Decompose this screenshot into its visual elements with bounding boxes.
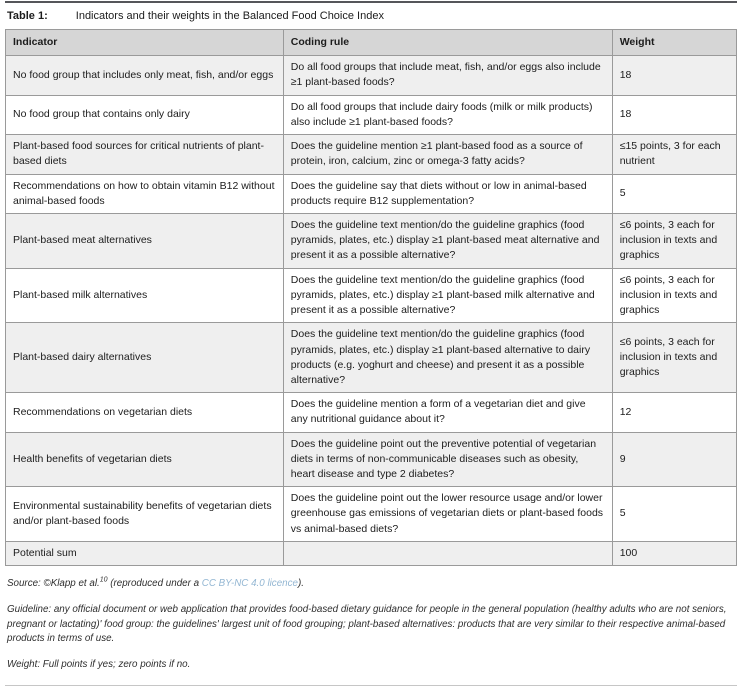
table-header — [6, 30, 737, 56]
cell-weight: ≤6 points, 3 each for inclusion in texts and graphics — [612, 268, 736, 323]
weight-note: Weight: Full points if yes; zero points if no. — [7, 658, 191, 670]
table-header-row — [6, 30, 737, 56]
footnotes — [5, 577, 737, 672]
bottom-rule — [5, 685, 737, 686]
cell-weight: 18 — [612, 56, 736, 95]
cell-indicator: Recommendations on how to obtain vitamin B12 without animal-based foods — [6, 174, 284, 213]
cell-weight: 12 — [612, 393, 736, 432]
cell-indicator: Plant-based food sources for critical nutrients of plant-based diets — [6, 135, 284, 174]
cell-weight: 5 — [612, 487, 736, 542]
cell-coding-rule: Does the guideline mention a form of a vegetarian diet and give any nutritional guidance about it? — [283, 393, 612, 432]
header-indicator: Indicator — [6, 30, 284, 56]
table-body — [6, 56, 737, 566]
cell-indicator: Plant-based dairy alternatives — [6, 323, 284, 393]
table-row — [6, 56, 737, 95]
table-row — [6, 213, 737, 268]
cell-coding-rule: Does the guideline text mention/do the guideline graphics (food pyramids, plates, etc.) display ≥1 plant-based milk alternative and present it as a possible alternative? — [283, 268, 612, 323]
guideline-note: Guideline: any official document or web application that provides food-based dietary guidance for people in the general population (healthy adults who are not seniors, pregnant or lactating)' food group: the guidelines' largest unit of food grouping; plant-based alternatives: products that are very similar to their respective animal-based products in terms of use. — [7, 603, 727, 645]
cell-coding-rule — [283, 541, 612, 565]
table-caption-label: Table 1: — [7, 10, 48, 22]
cell-indicator: Potential sum — [6, 541, 284, 565]
cell-coding-rule: Does the guideline point out the lower resource usage and/or lower greenhouse gas emissions of vegetarian diets or plant-based foods vs animal-based diets? — [283, 487, 612, 542]
cell-indicator: No food group that contains only dairy — [6, 95, 284, 134]
cell-weight: ≤6 points, 3 each for inclusion in texts and graphics — [612, 323, 736, 393]
cell-weight: 100 — [612, 541, 736, 565]
cell-indicator: No food group that includes only meat, fish, and/or eggs — [6, 56, 284, 95]
table-row — [6, 432, 737, 487]
cell-indicator: Plant-based milk alternatives — [6, 268, 284, 323]
table-caption — [5, 3, 737, 29]
cell-weight: 18 — [612, 95, 736, 134]
table-row — [6, 174, 737, 213]
source-note-text-3: ). — [297, 578, 304, 590]
cell-coding-rule: Does the guideline point out the preventive potential of vegetarian diets in terms of non-communicable diseases such as obesity, heart disease and type 2 diabetes? — [283, 432, 612, 487]
source-reference-superscript: 10 — [99, 576, 108, 584]
table-row — [6, 268, 737, 323]
table-row — [6, 135, 737, 174]
source-note — [7, 577, 735, 592]
cell-weight: 5 — [612, 174, 736, 213]
cell-weight: ≤6 points, 3 each for inclusion in texts and graphics — [612, 213, 736, 268]
table-row — [6, 487, 737, 542]
cell-coding-rule: Does the guideline say that diets without or low in animal-based products require B12 supplementation? — [283, 174, 612, 213]
cell-coding-rule: Does the guideline text mention/do the guideline graphics (food pyramids, plates, etc.) display ≥1 plant-based alternative to dairy products (e.g. yoghurt and cheese) and present it as a possible alternative? — [283, 323, 612, 393]
table-row — [6, 393, 737, 432]
cell-weight: ≤15 points, 3 for each nutrient — [612, 135, 736, 174]
cell-coding-rule: Do all food groups that include dairy foods (milk or milk products) also include ≥1 plant-based foods? — [283, 95, 612, 134]
cell-coding-rule: Do all food groups that include meat, fish, and/or eggs also include ≥1 plant-based foods? — [283, 56, 612, 95]
indicators-table — [5, 29, 737, 566]
table-row — [6, 323, 737, 393]
header-weight: Weight — [612, 30, 736, 56]
source-note-text-2: (reproduced under a — [107, 578, 202, 590]
table-row — [6, 541, 737, 565]
cell-weight: 9 — [612, 432, 736, 487]
table-row — [6, 95, 737, 134]
cell-indicator: Environmental sustainability benefits of vegetarian diets and/or plant-based foods — [6, 487, 284, 542]
table-caption-title: Indicators and their weights in the Balanced Food Choice Index — [75, 10, 384, 22]
cell-coding-rule: Does the guideline mention ≥1 plant-based food as a source of protein, iron, calcium, zinc or omega-3 fatty acids? — [283, 135, 612, 174]
cell-indicator: Plant-based meat alternatives — [6, 213, 284, 268]
cell-indicator: Health benefits of vegetarian diets — [6, 432, 284, 487]
licence-link[interactable]: CC BY-NC 4.0 licence — [201, 578, 298, 590]
cell-indicator: Recommendations on vegetarian diets — [6, 393, 284, 432]
source-note-text-1: Source: ©Klapp et al. — [7, 578, 100, 590]
cell-coding-rule: Does the guideline text mention/do the guideline graphics (food pyramids, plates, etc.) display ≥1 plant-based meat alternative and present it as a possible alternative? — [283, 213, 612, 268]
header-coding-rule: Coding rule — [283, 30, 612, 56]
